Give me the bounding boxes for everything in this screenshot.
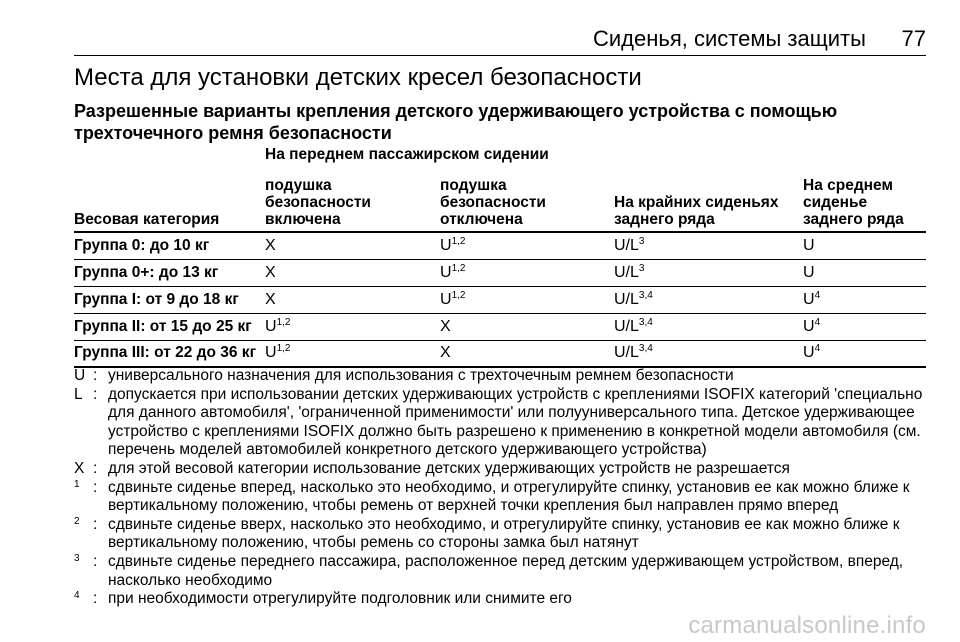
legend-note	[74, 590, 928, 609]
note-text: допускается при использовании детских удерживающих устройств с креплениями ISOFIX категорий 'специально для данного автомобиля', 'ограниченной применимости' или полууниверсального типа. Детское удерживающее устройство с креплениями ISOFIX должно быть разрешено к применению в конкретной модели автомобиля (см. перечень моделей автомобилей конкретного детского удерживающего устройства)	[108, 385, 923, 459]
table-cell	[440, 232, 614, 259]
cell-value: U	[440, 263, 452, 281]
legend-note	[74, 516, 928, 553]
cell-value: U	[440, 290, 452, 308]
page-number: 77	[901, 26, 926, 51]
note-text: универсального назначения для использования с трехточечным ремнем безопасности	[108, 367, 734, 384]
section-title: Места для установки детских кресел безопасности	[74, 64, 642, 91]
note-key: X	[74, 459, 85, 477]
cell-value: X	[440, 317, 451, 335]
table-cell	[803, 286, 926, 313]
chapter-title: Сиденья, системы защиты	[592, 26, 866, 51]
cell-value: U/L	[614, 263, 639, 281]
table-row	[74, 232, 926, 259]
note-key: 1	[74, 478, 80, 490]
weight-category-cell: Группа I: от 9 до 18 кг	[74, 290, 239, 308]
note-separator: :	[93, 385, 98, 403]
cell-footnote-ref: 3,4	[638, 289, 653, 301]
cell-value: X	[440, 344, 451, 361]
note-key: 2	[74, 515, 80, 527]
table-cell	[614, 232, 803, 259]
cell-value: X	[265, 236, 276, 254]
table-header-row	[74, 170, 926, 232]
child-seat-table	[74, 146, 926, 368]
cell-value: U/L	[614, 236, 639, 254]
legend-notes	[74, 367, 928, 609]
cell-value: U/L	[614, 344, 639, 361]
cell-value: U	[803, 236, 815, 254]
table-cell	[614, 340, 803, 367]
table-cell	[614, 313, 803, 340]
note-separator: :	[93, 459, 98, 477]
table-cell	[265, 340, 440, 367]
note-separator: :	[93, 515, 98, 533]
watermark: carmanualsonline.info	[688, 612, 926, 639]
table-cell	[265, 232, 440, 259]
cell-value: X	[265, 263, 276, 281]
weight-category-cell: Группа 0+: до 13 кг	[74, 263, 219, 281]
cell-footnote-ref: 1,2	[276, 316, 291, 328]
column-header-airbag-on: подушка безопасности включена	[265, 177, 371, 228]
cell-footnote-ref: 4	[814, 316, 821, 328]
legend-note	[74, 386, 928, 460]
note-key: U	[74, 367, 86, 384]
cell-footnote-ref: 1,2	[451, 235, 466, 247]
legend-note	[74, 367, 928, 386]
table-cell	[440, 313, 614, 340]
cell-value: U	[803, 263, 815, 281]
cell-footnote-ref: 4	[814, 289, 821, 301]
cell-value: X	[265, 290, 276, 308]
cell-value: U	[803, 317, 815, 335]
cell-footnote-ref: 3,4	[638, 316, 653, 328]
note-separator: :	[93, 478, 98, 496]
note-text: сдвиньте сиденье переднего пассажира, расположенное перед детским удерживающем устройством, вперед, насколько необходимо	[108, 552, 904, 589]
table-row	[74, 313, 926, 340]
cell-value: U	[440, 236, 452, 254]
table-cell	[440, 340, 614, 367]
cell-value: U	[265, 344, 277, 361]
note-text: сдвиньте сиденье вверх, насколько это необходимо, и отрегулируйте спинку, установив ее как можно ближе к вертикальному положению, чтобы ремень со стороны замка был натянут	[108, 515, 900, 552]
cell-value: U	[803, 290, 815, 308]
cell-footnote-ref: 1,2	[451, 262, 466, 274]
note-separator: :	[93, 552, 98, 570]
note-separator: :	[93, 367, 98, 384]
note-key: L	[74, 385, 83, 403]
column-header-rear-outer: На крайних сиденьях заднего ряда	[614, 194, 779, 228]
section-subtitle: Разрешенные варианты крепления детского удерживающего устройства с помощью трехточечного ремня безопасности	[74, 101, 838, 143]
note-key: 4	[74, 590, 80, 602]
table-cell	[803, 232, 926, 259]
table-cell	[265, 259, 440, 286]
cell-footnote-ref: 3	[638, 235, 645, 247]
table-cell	[614, 259, 803, 286]
cell-footnote-ref: 1,2	[451, 289, 466, 301]
column-header-airbag-off: подушка безопасности отключена	[440, 177, 546, 228]
note-separator: :	[93, 590, 98, 608]
note-key: 3	[74, 552, 80, 564]
legend-note	[74, 460, 928, 479]
table-row	[74, 259, 926, 286]
legend-note	[74, 553, 928, 590]
table-cell	[440, 286, 614, 313]
column-header-weight-category: Весовая категория	[74, 211, 220, 228]
cell-value: U/L	[614, 290, 639, 308]
table-cell	[440, 259, 614, 286]
note-text: при необходимости отрегулируйте подголовник или снимите его	[108, 590, 572, 608]
column-header-rear-center: На среднем сиденье заднего ряда	[803, 177, 904, 228]
table-row	[74, 286, 926, 313]
table-cell	[803, 340, 926, 367]
cell-footnote-ref: 3,4	[638, 343, 653, 354]
front-passenger-seat-header: На переднем пассажирском сидении	[265, 146, 549, 163]
weight-category-cell: Группа 0: до 10 кг	[74, 236, 210, 254]
header-rule	[74, 55, 926, 56]
cell-value: U	[803, 344, 815, 361]
cell-footnote-ref: 1,2	[276, 343, 291, 354]
table-cell	[614, 286, 803, 313]
cell-footnote-ref: 3	[638, 262, 645, 274]
weight-category-cell: Группа II: от 15 до 25 кг	[74, 317, 252, 335]
cell-footnote-ref: 4	[814, 343, 821, 354]
cell-value: U	[265, 317, 277, 335]
note-text: сдвиньте сиденье вперед, насколько это необходимо, и отрегулируйте спинку, установив ее как можно ближе к вертикальному положению, чтобы ремень от верхней точки крепления был направлен прямо вперед	[108, 478, 910, 515]
table-group-header-row	[74, 146, 926, 170]
table-body	[74, 232, 926, 367]
note-text: для этой весовой категории использование детских удерживающих устройств не разрешается	[108, 459, 790, 477]
table-row	[74, 340, 926, 367]
page-header	[74, 26, 926, 56]
table-cell	[265, 286, 440, 313]
table-cell	[803, 313, 926, 340]
legend-note	[74, 479, 928, 516]
weight-category-cell: Группа III: от 22 до 36 кг	[74, 344, 257, 361]
table-cell	[803, 259, 926, 286]
table-cell	[265, 313, 440, 340]
cell-value: U/L	[614, 317, 639, 335]
